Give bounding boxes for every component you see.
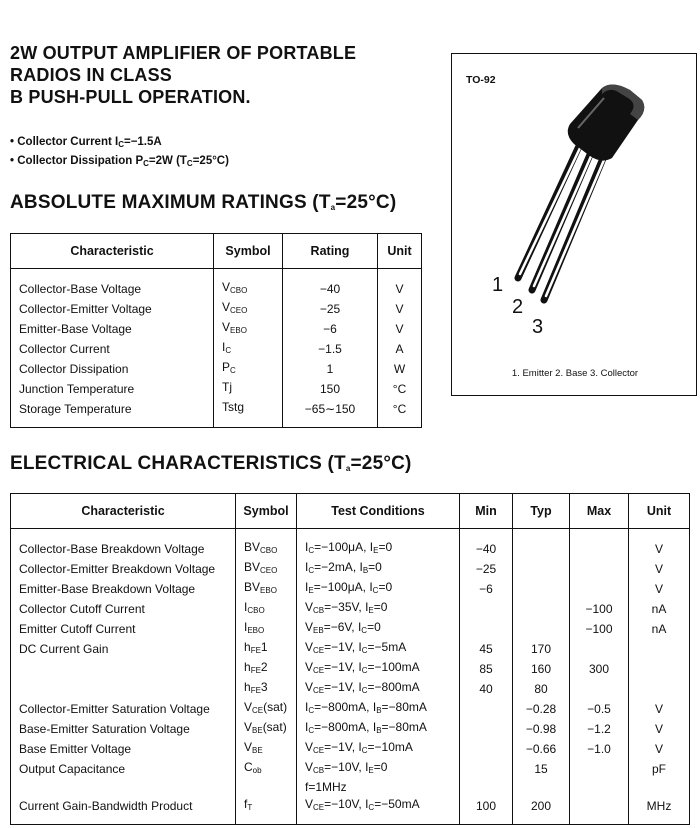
ec-unit: V: [654, 721, 663, 736]
ec-min: [460, 719, 513, 739]
table-row: [11, 359, 422, 379]
ec-test-conditions: $I_E=-100\mu A$, $I_C=0$: [297, 579, 460, 599]
table-row: [11, 779, 690, 796]
ec-test-conditions: $I_C=-100\mu A$, $I_E=0$: [297, 529, 460, 560]
ec-max: −1.2: [570, 719, 629, 739]
electrical-characteristics-table: [10, 493, 690, 825]
ec-min: −25: [460, 559, 513, 579]
feature-collector-dissipation: • Collector Dissipation $P_C=2W$ $(T_C=25^\circ C)$: [10, 155, 229, 168]
ec-max: [570, 559, 629, 579]
table-row: [11, 739, 690, 759]
amr-rating: −1.5: [283, 339, 378, 359]
ec-unit: nA: [651, 621, 667, 636]
table-row: [11, 319, 422, 339]
ec-header-symbol: Symbol: [236, 494, 297, 529]
amr-characteristic: Junction Temperature: [11, 379, 214, 399]
ec-header-min: Min: [460, 494, 513, 529]
package-label: TO-92: [466, 74, 496, 86]
ec-characteristic: Base-Emitter Saturation Voltage: [11, 719, 236, 739]
ec-typ: 200: [513, 796, 570, 825]
table-row: [11, 719, 690, 739]
ec-characteristic: Collector-Emitter Saturation Voltage: [11, 699, 236, 719]
amr-characteristic: Storage Temperature: [11, 399, 214, 428]
ec-min: 45: [460, 639, 513, 659]
ec-symbol: $C_{ob}$: [236, 759, 297, 779]
ec-header-row: [11, 494, 690, 529]
ec-symbol: $f_T$: [236, 796, 297, 825]
ec-min: [460, 779, 513, 796]
feature-list: [10, 134, 229, 172]
amr-unit: °C: [392, 381, 407, 396]
amr-section-title: ABSOLUTE MAXIMUM RATINGS $(T_a=25^\circ C)$: [10, 192, 397, 213]
table-row: [11, 659, 690, 679]
amr-characteristic: Emitter-Base Voltage: [11, 319, 214, 339]
ec-min: 100: [460, 796, 513, 825]
ec-typ: 15: [513, 759, 570, 779]
amr-unit: V: [395, 321, 404, 336]
ec-unit: nA: [651, 601, 667, 616]
ec-symbol: $I_{CBO}$: [236, 599, 297, 619]
ec-characteristic: Current Gain-Bandwidth Product: [11, 796, 236, 825]
ec-max: 300: [570, 659, 629, 679]
ec-header-characteristic: Characteristic: [11, 494, 236, 529]
package-diagram: [451, 53, 697, 396]
ec-characteristic: Emitter-Base Breakdown Voltage: [11, 579, 236, 599]
amr-rating: −40: [283, 269, 378, 300]
table-row: [11, 579, 690, 599]
table-row: [11, 699, 690, 719]
ec-symbol: $BV_{CEO}$: [236, 559, 297, 579]
ec-test-conditions: $V_{CE}=-1V$, $I_C=-5mA$: [297, 639, 460, 659]
ec-characteristic: Collector Cutoff Current: [11, 599, 236, 619]
ec-max: [570, 529, 629, 560]
amr-characteristic: Collector-Emitter Voltage: [11, 299, 214, 319]
ec-unit: [629, 779, 690, 796]
amr-rating: 1: [283, 359, 378, 379]
ec-header-test-conditions: Test Conditions: [297, 494, 460, 529]
ec-max: [570, 759, 629, 779]
ec-unit: [629, 659, 690, 679]
ec-min: [460, 619, 513, 639]
ec-typ: −0.98: [513, 719, 570, 739]
ec-unit: V: [654, 561, 663, 576]
ec-typ: [513, 599, 570, 619]
ec-max: −100: [570, 619, 629, 639]
pin-number-1: 1: [492, 274, 504, 296]
ec-unit: [629, 679, 690, 699]
ec-symbol: $h_{FE}2$: [236, 659, 297, 679]
ec-min: [460, 699, 513, 719]
amr-characteristic: Collector Current: [11, 339, 214, 359]
pin-number-2: 2: [512, 296, 524, 318]
table-row: [11, 639, 690, 659]
table-row: [11, 339, 422, 359]
table-row: [11, 299, 422, 319]
table-row: [11, 796, 690, 825]
ec-unit: [629, 639, 690, 659]
ec-typ: 80: [513, 679, 570, 699]
ec-typ: −0.28: [513, 699, 570, 719]
ec-max: −1.0: [570, 739, 629, 759]
ec-symbol: $V_{BE}(sat)$: [236, 719, 297, 739]
table-row: [11, 399, 422, 428]
ec-min: [460, 759, 513, 779]
ec-min: −40: [460, 529, 513, 560]
ec-section-title: ELECTRICAL CHARACTERISTICS $(T_a=25^\circ C)$: [10, 453, 412, 474]
ec-typ: [513, 579, 570, 599]
amr-unit: °C: [392, 401, 407, 416]
ec-unit: V: [654, 741, 663, 756]
ec-header-typ: Typ: [513, 494, 570, 529]
amr-characteristic: Collector-Base Voltage: [11, 269, 214, 300]
amr-unit: A: [395, 341, 404, 356]
ec-max: [570, 639, 629, 659]
amr-rating: −6: [283, 319, 378, 339]
pin-number-3: 3: [532, 316, 544, 338]
ec-unit: V: [654, 581, 663, 596]
ec-min: [460, 599, 513, 619]
ec-min: 85: [460, 659, 513, 679]
amr-header-rating: Rating: [283, 234, 378, 269]
ec-symbol: $V_{BE}$: [236, 739, 297, 759]
table-row: [11, 619, 690, 639]
amr-rating: 150: [283, 379, 378, 399]
ec-max: [570, 796, 629, 825]
ec-symbol: [236, 779, 297, 796]
ec-symbol: $h_{FE}3$: [236, 679, 297, 699]
ec-min: 40: [460, 679, 513, 699]
ec-test-conditions: $V_{CE}=-1V$, $I_C=-100mA$: [297, 659, 460, 679]
ec-characteristic: Collector-Emitter Breakdown Voltage: [11, 559, 236, 579]
ec-test-conditions: $V_{CB}=-35V$, $I_E=0$: [297, 599, 460, 619]
ec-characteristic: [11, 779, 236, 796]
amr-header-symbol: Symbol: [214, 234, 283, 269]
ec-characteristic: Emitter Cutoff Current: [11, 619, 236, 639]
title-line-3: B PUSH-PULL OPERATION.: [10, 87, 251, 107]
ec-symbol: $BV_{EBO}$: [236, 579, 297, 599]
amr-symbol: Tstg: [214, 399, 283, 428]
ec-unit: V: [654, 541, 663, 556]
ec-min: −6: [460, 579, 513, 599]
amr-rating: −25: [283, 299, 378, 319]
ec-test-conditions: $I_C=-800mA$, $I_B=-80mA$: [297, 719, 460, 739]
ec-test-conditions: f=1MHz: [297, 779, 460, 796]
amr-symbol: $I_C$: [214, 339, 283, 359]
ec-header-max: Max: [570, 494, 629, 529]
amr-symbol: $V_{EBO}$: [214, 319, 283, 339]
amr-header-characteristic: Characteristic: [11, 234, 214, 269]
ec-max: −100: [570, 599, 629, 619]
ec-characteristic: [11, 679, 236, 699]
absolute-maximum-ratings-table: [10, 233, 422, 428]
ec-test-conditions: $V_{CE}=-1V$, $I_C=-10mA$: [297, 739, 460, 759]
table-row: [11, 759, 690, 779]
ec-unit: V: [654, 701, 663, 716]
ec-unit: pF: [651, 761, 666, 776]
ec-characteristic: Output Capacitance: [11, 759, 236, 779]
amr-header-row: [11, 234, 422, 269]
table-row: [11, 599, 690, 619]
ec-typ: [513, 559, 570, 579]
table-row: [11, 679, 690, 699]
ec-symbol: $h_{FE}1$: [236, 639, 297, 659]
ec-test-conditions: $V_{CB}=-10V$, $I_E=0$: [297, 759, 460, 779]
ec-max: [570, 679, 629, 699]
amr-symbol: Tj: [214, 379, 283, 399]
ec-test-conditions: $V_{CE}=-10V$, $I_C=-50mA$: [297, 796, 460, 825]
document-title: [10, 42, 430, 108]
amr-unit: V: [395, 281, 404, 296]
ec-symbol: $I_{EBO}$: [236, 619, 297, 639]
ec-characteristic: DC Current Gain: [11, 639, 236, 659]
ec-characteristic: [11, 659, 236, 679]
ec-typ: [513, 779, 570, 796]
ec-characteristic: Base Emitter Voltage: [11, 739, 236, 759]
ec-typ: 170: [513, 639, 570, 659]
ec-max: [570, 579, 629, 599]
amr-symbol: $V_{CBO}$: [214, 269, 283, 300]
table-row: [11, 379, 422, 399]
amr-rating: −65∼150: [283, 399, 378, 428]
amr-unit: W: [393, 361, 406, 376]
ec-typ: −0.66: [513, 739, 570, 759]
ec-characteristic: Collector-Base Breakdown Voltage: [11, 529, 236, 560]
ec-typ: [513, 619, 570, 639]
amr-symbol: $V_{CEO}$: [214, 299, 283, 319]
to92-package-drawing: [452, 54, 698, 354]
ec-test-conditions: $I_C=-800mA$, $I_B=-80mA$: [297, 699, 460, 719]
ec-symbol: $V_{CE}(sat)$: [236, 699, 297, 719]
ec-test-conditions: $I_C=-2mA$, $I_B=0$: [297, 559, 460, 579]
ec-typ: 160: [513, 659, 570, 679]
amr-characteristic: Collector Dissipation: [11, 359, 214, 379]
ec-min: [460, 739, 513, 759]
ec-typ: [513, 529, 570, 560]
table-row: [11, 269, 422, 300]
table-row: [11, 529, 690, 560]
ec-max: [570, 779, 629, 796]
ec-max: −0.5: [570, 699, 629, 719]
title-line-1: 2W OUTPUT AMPLIFIER OF PORTABLE: [10, 43, 357, 63]
ec-unit: MHz: [646, 798, 672, 813]
amr-header-unit: Unit: [378, 234, 422, 269]
ec-test-conditions: $V_{EB}=-6V$, $I_C=0$: [297, 619, 460, 639]
feature-collector-current: • Collector Current $I_C=-1.5A$: [10, 136, 162, 149]
title-line-2: RADIOS IN CLASS: [10, 65, 173, 85]
ec-header-unit: Unit: [629, 494, 690, 529]
table-row: [11, 559, 690, 579]
amr-symbol: $P_C$: [214, 359, 283, 379]
pin-legend: 1. Emitter 2. Base 3. Collector: [511, 368, 639, 379]
ec-test-conditions: $V_{CE}=-1V$, $I_C=-800mA$: [297, 679, 460, 699]
ec-symbol: $BV_{CBO}$: [236, 529, 297, 560]
amr-unit: V: [395, 301, 404, 316]
